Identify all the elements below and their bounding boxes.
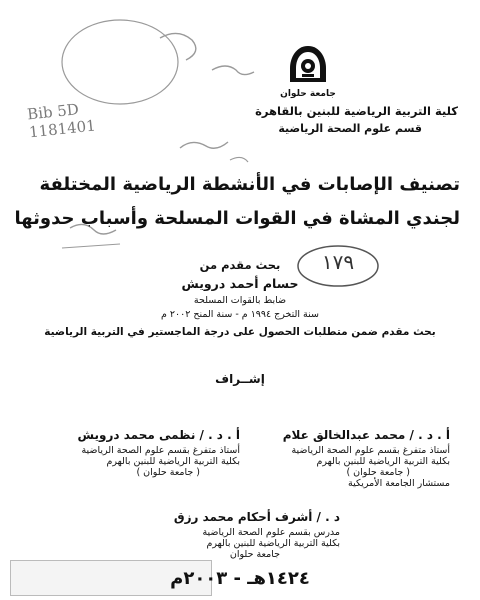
- university-logo-label: جامعة حلوان: [280, 89, 336, 99]
- author-rank: ضابط بالقوات المسلحة: [193, 295, 287, 306]
- supervisor-right-title: أستاذ متفرغ بقسم علوم الصحة الرياضية: [291, 445, 450, 456]
- supervisor-left-faculty: بكلية التربية الرياضية للبنين بالهرم: [106, 456, 240, 467]
- presented-by: بحث مقدم من: [199, 258, 281, 272]
- supervisor-bottom: [130, 510, 340, 560]
- supervisor-bottom-university: جامعة حلوان: [229, 549, 280, 560]
- supervisor-left-name: أ . د . / نظمى محمد درويش: [77, 428, 240, 442]
- supervisor-right-university: ( جامعة حلوان ): [346, 467, 410, 478]
- supervisor-left-title: أستاذ متفرغ بقسم علوم الصحة الرياضية: [81, 445, 240, 456]
- supervisor-right: [240, 428, 450, 489]
- supervisor-right-role: مستشار الجامعة الأمريكية: [348, 478, 450, 489]
- thesis-title-line1: تصنيف الإصابات في الأنشطة الرياضية المختلفة: [39, 174, 460, 195]
- thesis-title-line2: لجندي المشاة في القوات المسلحة وأسباب حدوثها: [14, 208, 460, 229]
- research-purpose: بحث مقدم ضمن متطلبات الحصول على درجة الماجستير في التربية الرياضية: [44, 326, 436, 338]
- faculty-name: كلية التربية الرياضية للبنين بالقاهرة: [255, 104, 458, 118]
- catalog-code-line2: 1181401: [28, 116, 97, 142]
- supervisor-bottom-title: مدرس بقسم علوم الصحة الرياضية: [202, 527, 340, 538]
- graduation-dates: سنة التخرج ١٩٩٤ م - سنة المنح ٢٠٠٢ م: [161, 309, 319, 320]
- catalog-code: [26, 99, 96, 142]
- supervisor-right-name: أ . د . / محمد عبدالخالق علام: [282, 428, 450, 442]
- university-logo: [278, 44, 338, 100]
- supervisor-left-university: ( جامعة حلوان ): [136, 467, 200, 478]
- handwritten-page-number: ١٧٩: [321, 250, 355, 274]
- department-name: قسم علوم الصحة الرياضية: [278, 122, 422, 135]
- pencil-oval-scribble: [62, 20, 178, 104]
- catalog-code-line1: Bib 5D: [26, 100, 80, 124]
- supervisor-bottom-faculty: بكلية التربية الرياضية للبنين بالهرم: [206, 538, 340, 549]
- supervisor-bottom-name: د . / أشرف أحكام محمد رزق: [173, 510, 340, 524]
- supervisor-left: [30, 428, 240, 478]
- date-footer: ١٤٢٤هـ - ٢٠٠٣م: [170, 568, 310, 589]
- supervision-label: إشــراف: [215, 372, 265, 386]
- university-emblem-icon: [278, 44, 338, 84]
- author-name: حسام أحمد درويش: [181, 276, 299, 291]
- supervisor-right-faculty: بكلية التربية الرياضية للبنين بالهرم: [316, 456, 450, 467]
